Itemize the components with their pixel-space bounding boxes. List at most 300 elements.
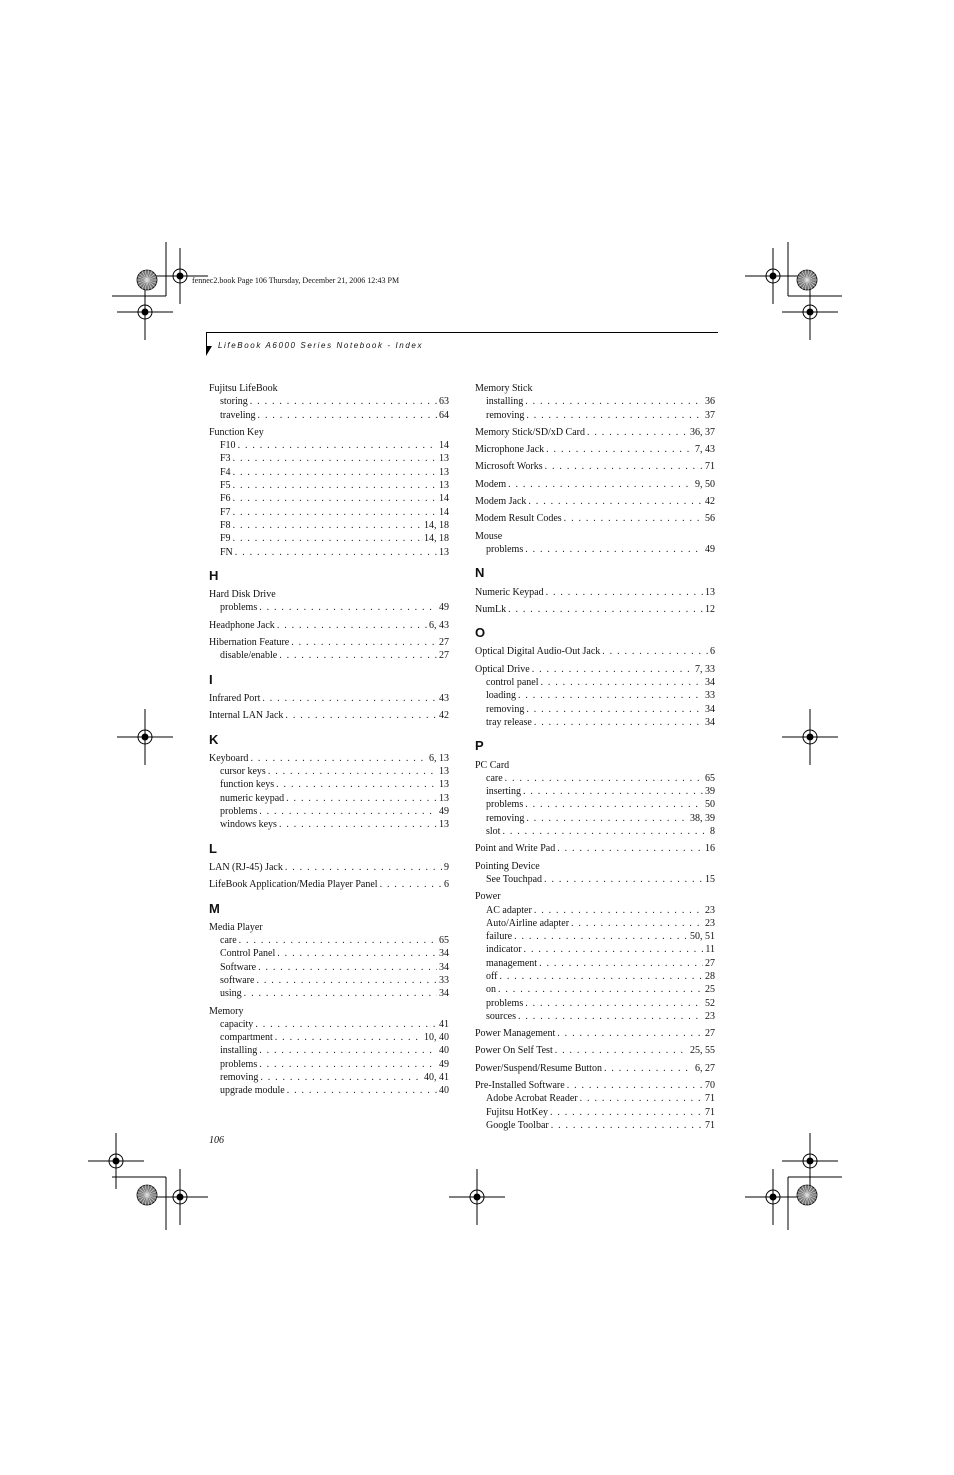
- index-entry: [475, 842, 715, 855]
- entry-label: Microsoft Works: [475, 461, 543, 473]
- index-group: [209, 588, 449, 615]
- index-column-left: [209, 382, 449, 1102]
- entry-label: Modem Jack: [475, 496, 527, 508]
- entry-label: off: [486, 970, 498, 982]
- index-subentry: [209, 452, 449, 465]
- dot-leader: [505, 772, 703, 785]
- entry-page-ref: 71: [705, 1106, 715, 1118]
- index-subentry: [475, 1010, 715, 1023]
- dot-leader: [239, 934, 437, 947]
- entry-page-ref: 12: [705, 603, 715, 615]
- entry-label: Modem: [475, 478, 507, 490]
- index-section-letter: L: [209, 840, 217, 856]
- index-subentry: [209, 492, 449, 505]
- dot-leader: [285, 861, 442, 874]
- entry-page-ref: 65: [439, 935, 449, 947]
- index-entry: [209, 619, 449, 632]
- dot-leader: [260, 1071, 422, 1084]
- entry-label: removing: [486, 409, 525, 421]
- index-subentry: [475, 798, 715, 811]
- entry-page-ref: 38, 39: [690, 812, 715, 824]
- entry-page-ref: 6, 43: [429, 619, 449, 631]
- index-subentry: [209, 532, 449, 545]
- index-section-letter: M: [209, 900, 220, 916]
- entry-page-ref: 34: [439, 988, 449, 1000]
- entry-label: Mouse: [475, 530, 503, 542]
- index-group: [475, 603, 715, 616]
- index-subentry: [475, 1106, 715, 1119]
- entry-label: problems: [486, 799, 524, 811]
- index-subentry: [475, 785, 715, 798]
- index-subentry: [209, 466, 449, 479]
- entry-page-ref: 13: [705, 586, 715, 598]
- entry-page-ref: 40: [439, 1085, 449, 1097]
- index-subentry: [209, 947, 449, 960]
- entry-label: Memory: [209, 1005, 244, 1017]
- entry-label: LAN (RJ-45) Jack: [209, 861, 283, 873]
- index-group: [209, 692, 449, 705]
- index-entry: [209, 382, 449, 395]
- entry-label: installing: [220, 1045, 258, 1057]
- index-group: [475, 1079, 715, 1132]
- entry-label: F3: [220, 453, 231, 465]
- entry-page-ref: 7, 33: [695, 663, 715, 675]
- index-entry: [475, 890, 715, 903]
- entry-page-ref: 23: [705, 904, 715, 916]
- index-subentry: [475, 1092, 715, 1105]
- index-subentry: [475, 395, 715, 408]
- entry-page-ref: 14, 18: [424, 519, 449, 531]
- entry-label: sources: [486, 1010, 516, 1022]
- entry-page-ref: 49: [705, 543, 715, 555]
- registration-mark-icon: [117, 284, 173, 340]
- entry-label: care: [220, 935, 237, 947]
- entry-page-ref: 71: [705, 461, 715, 473]
- dot-leader: [546, 443, 693, 456]
- entry-page-ref: 34: [705, 703, 715, 715]
- entry-label: F9: [220, 533, 231, 545]
- entry-label: compartment: [220, 1032, 273, 1044]
- entry-label: F4: [220, 466, 231, 478]
- entry-page-ref: 36: [705, 396, 715, 408]
- dot-leader: [255, 1018, 437, 1031]
- index-subentry: [475, 970, 715, 983]
- dot-leader: [508, 478, 693, 491]
- entry-label: See Touchpad: [486, 873, 543, 885]
- index-entry: [475, 426, 715, 439]
- entry-page-ref: 65: [705, 772, 715, 784]
- dot-leader: [557, 842, 703, 855]
- index-entry: [475, 1079, 715, 1092]
- index-entry: [209, 878, 449, 891]
- dot-leader: [250, 752, 427, 765]
- index-subentry: [209, 395, 449, 408]
- index-group: [475, 890, 715, 1023]
- entry-label: Microphone Jack: [475, 444, 545, 456]
- entry-label: inserting: [486, 786, 521, 798]
- index-group: [475, 512, 715, 525]
- entry-label: removing: [486, 812, 525, 824]
- entry-page-ref: 28: [705, 970, 715, 982]
- entry-label: Optical Drive: [475, 663, 530, 675]
- index-group: [475, 426, 715, 439]
- entry-label: Numeric Keypad: [475, 586, 544, 598]
- dot-leader: [532, 663, 693, 676]
- index-group: [209, 426, 449, 559]
- entry-label: Headphone Jack: [209, 619, 275, 631]
- index-subentry: [209, 479, 449, 492]
- entry-label: problems: [220, 806, 258, 818]
- entry-page-ref: 14, 18: [424, 533, 449, 545]
- index-group: [209, 1005, 449, 1098]
- entry-page-ref: 14: [439, 506, 449, 518]
- index-group: [209, 382, 449, 422]
- entry-label: windows keys: [220, 819, 277, 831]
- index-subentry: [475, 543, 715, 556]
- dot-leader: [528, 495, 703, 508]
- index-section-letter: K: [209, 731, 219, 747]
- index-entry: [475, 586, 715, 599]
- entry-label: management: [486, 957, 538, 969]
- entry-page-ref: 13: [439, 453, 449, 465]
- dot-leader: [564, 512, 703, 525]
- entry-page-ref: 49: [439, 806, 449, 818]
- index-group: [209, 861, 449, 874]
- entry-label: Pre-Installed Software: [475, 1080, 565, 1092]
- dot-leader: [233, 519, 422, 532]
- entry-page-ref: 52: [705, 997, 715, 1009]
- dot-leader: [514, 930, 688, 943]
- entry-label: F5: [220, 480, 231, 492]
- entry-page-ref: 42: [439, 710, 449, 722]
- index-subentry: [209, 1071, 449, 1084]
- index-subentry: [209, 519, 449, 532]
- entry-page-ref: 14: [439, 440, 449, 452]
- index-group: [475, 460, 715, 473]
- entry-page-ref: 70: [705, 1080, 715, 1092]
- index-subentry: [475, 917, 715, 930]
- dot-leader: [233, 532, 422, 545]
- index-entry: [475, 645, 715, 658]
- dot-leader: [286, 792, 437, 805]
- entry-label: Hard Disk Drive: [209, 589, 276, 601]
- index-subentry: [475, 943, 715, 956]
- dot-leader: [534, 904, 703, 917]
- entry-label: Keyboard: [209, 752, 249, 764]
- index-subentry: [209, 792, 449, 805]
- index-group: [475, 495, 715, 508]
- dot-leader: [259, 1058, 437, 1071]
- entry-label: problems: [220, 1058, 258, 1070]
- dot-leader: [258, 409, 437, 422]
- entry-label: failure: [486, 931, 513, 943]
- dot-leader: [233, 479, 437, 492]
- entry-label: removing: [220, 1072, 259, 1084]
- entry-label: installing: [486, 396, 524, 408]
- index-subentry: [209, 818, 449, 831]
- index-group: [475, 860, 715, 887]
- dot-leader: [545, 460, 703, 473]
- entry-page-ref: 42: [705, 496, 715, 508]
- index-subentry: [209, 601, 449, 614]
- index-entry: [475, 759, 715, 772]
- dot-leader: [498, 983, 703, 996]
- index-subentry: [475, 904, 715, 917]
- entry-label: Software: [220, 961, 257, 973]
- entry-page-ref: 14: [439, 493, 449, 505]
- entry-label: Power/Suspend/Resume Button: [475, 1062, 602, 1074]
- entry-label: Adobe Acrobat Reader: [486, 1093, 578, 1105]
- index-subentry: [475, 716, 715, 729]
- color-rosette-icon: [137, 1185, 157, 1205]
- entry-label: Optical Digital Audio-Out Jack: [475, 646, 601, 658]
- dot-leader: [526, 812, 688, 825]
- header-triangle-icon: [206, 346, 212, 356]
- entry-label: removing: [486, 703, 525, 715]
- entry-page-ref: 71: [705, 1093, 715, 1105]
- entry-page-ref: 34: [439, 961, 449, 973]
- dot-leader: [525, 395, 703, 408]
- entry-label: F7: [220, 506, 231, 518]
- index-subentry: [209, 1031, 449, 1044]
- index-entry: [209, 692, 449, 705]
- index-subentry: [209, 987, 449, 1000]
- index-subentry: [475, 825, 715, 838]
- entry-label: PC Card: [475, 759, 510, 771]
- dot-leader: [499, 970, 703, 983]
- index-subentry: [209, 934, 449, 947]
- entry-page-ref: 71: [705, 1119, 715, 1131]
- index-entry: [475, 1062, 715, 1075]
- index-group: [475, 1044, 715, 1057]
- dot-leader: [580, 1092, 703, 1105]
- entry-page-ref: 25: [705, 984, 715, 996]
- entry-page-ref: 27: [439, 637, 449, 649]
- dot-leader: [525, 798, 703, 811]
- entry-page-ref: 11: [705, 944, 715, 956]
- dot-leader: [539, 957, 703, 970]
- entry-page-ref: 37: [705, 409, 715, 421]
- entry-label: storing: [220, 396, 248, 408]
- dot-leader: [277, 947, 437, 960]
- entry-label: AC adapter: [486, 904, 532, 916]
- index-entry: [475, 603, 715, 616]
- index-entry: [475, 495, 715, 508]
- entry-label: Power On Self Test: [475, 1045, 553, 1057]
- index-entry: [475, 478, 715, 491]
- entry-page-ref: 25, 55: [690, 1045, 715, 1057]
- index-subentry: [209, 546, 449, 559]
- dot-leader: [250, 395, 437, 408]
- registration-mark-icon: [782, 1133, 838, 1189]
- dot-leader: [587, 426, 688, 439]
- dot-leader: [276, 778, 437, 791]
- entry-label: Auto/Airline adapter: [486, 917, 570, 929]
- index-entry: [209, 752, 449, 765]
- entry-page-ref: 6: [710, 646, 715, 658]
- entry-label: upgrade module: [220, 1085, 285, 1097]
- dot-leader: [380, 878, 442, 891]
- entry-label: Media Player: [209, 921, 263, 933]
- entry-page-ref: 27: [705, 957, 715, 969]
- entry-label: numeric keypad: [220, 792, 285, 804]
- dot-leader: [275, 1031, 422, 1044]
- entry-page-ref: 13: [439, 792, 449, 804]
- index-group: [475, 663, 715, 729]
- entry-label: Internal LAN Jack: [209, 710, 284, 722]
- entry-page-ref: 15: [705, 873, 715, 885]
- entry-page-ref: 34: [439, 948, 449, 960]
- entry-page-ref: 33: [705, 690, 715, 702]
- index-subentry: [475, 703, 715, 716]
- dot-leader: [518, 1010, 703, 1023]
- dot-leader: [604, 1062, 693, 1075]
- index-subentry: [475, 930, 715, 943]
- index-group: [475, 842, 715, 855]
- index-column-right: [475, 382, 715, 1136]
- index-entry: [475, 663, 715, 676]
- dot-leader: [287, 1084, 437, 1097]
- entry-label: F8: [220, 519, 231, 531]
- index-group: [209, 636, 449, 663]
- color-rosette-icon: [797, 1185, 817, 1205]
- index-entry: [475, 512, 715, 525]
- dot-leader: [235, 546, 437, 559]
- entry-page-ref: 13: [439, 819, 449, 831]
- entry-page-ref: 34: [705, 677, 715, 689]
- entry-page-ref: 13: [439, 546, 449, 558]
- index-subentry: [475, 873, 715, 886]
- entry-page-ref: 40: [439, 1045, 449, 1057]
- index-subentry: [209, 649, 449, 662]
- index-subentry: [209, 1018, 449, 1031]
- entry-label: Memory Stick: [475, 383, 533, 394]
- index-group: [475, 1027, 715, 1040]
- index-group: [209, 752, 449, 832]
- index-subentry: [209, 409, 449, 422]
- dot-leader: [268, 765, 437, 778]
- page-number: 106: [209, 1135, 224, 1146]
- dot-leader: [285, 709, 437, 722]
- entry-page-ref: 43: [439, 692, 449, 704]
- dot-leader: [259, 1044, 437, 1057]
- entry-label: traveling: [220, 409, 256, 421]
- dot-leader: [557, 1027, 703, 1040]
- entry-page-ref: 50: [705, 799, 715, 811]
- dot-leader: [233, 506, 437, 519]
- dot-leader: [534, 716, 703, 729]
- entry-label: Modem Result Codes: [475, 513, 562, 525]
- index-subentry: [475, 957, 715, 970]
- index-subentry: [475, 409, 715, 422]
- index-subentry: [209, 765, 449, 778]
- index-section-letter: P: [475, 738, 484, 754]
- index-entry: [475, 860, 715, 873]
- dot-leader: [571, 917, 703, 930]
- entry-page-ref: 40, 41: [424, 1072, 449, 1084]
- dot-leader: [540, 676, 703, 689]
- index-section-letter: H: [209, 567, 219, 583]
- entry-label: problems: [486, 997, 524, 1009]
- entry-label: slot: [486, 826, 501, 838]
- index-entry: [209, 861, 449, 874]
- entry-label: Google Toolbar: [486, 1119, 549, 1131]
- dot-leader: [262, 692, 437, 705]
- index-group: [209, 921, 449, 1001]
- index-subentry: [209, 974, 449, 987]
- index-subentry: [209, 1044, 449, 1057]
- entry-label: software: [220, 974, 255, 986]
- index-subentry: [475, 772, 715, 785]
- entry-page-ref: 33: [439, 974, 449, 986]
- index-section-letter: N: [475, 565, 485, 581]
- entry-label: disable/enable: [220, 650, 278, 662]
- entry-page-ref: 6, 27: [695, 1062, 715, 1074]
- index-subentry: [209, 1058, 449, 1071]
- index-entry: [475, 1027, 715, 1040]
- index-subentry: [209, 805, 449, 818]
- entry-page-ref: 50, 51: [690, 931, 715, 943]
- index-entry: [475, 530, 715, 543]
- index-group: [475, 382, 715, 422]
- index-subentry: [209, 778, 449, 791]
- entry-label: Power: [475, 891, 501, 903]
- dot-leader: [256, 974, 437, 987]
- index-group: [209, 878, 449, 891]
- index-group: [475, 759, 715, 839]
- color-rosette-icon: [137, 270, 157, 290]
- entry-page-ref: 9, 50: [695, 478, 715, 490]
- entry-label: NumLk: [475, 603, 507, 615]
- index-subentry: [475, 812, 715, 825]
- entry-label: control panel: [486, 677, 539, 689]
- index-group: [209, 709, 449, 722]
- entry-label: LifeBook Application/Media Player Panel: [209, 879, 378, 891]
- entry-label: Power Management: [475, 1028, 556, 1040]
- entry-page-ref: 36, 37: [690, 426, 715, 438]
- index-subentry: [475, 689, 715, 702]
- entry-label: Control Panel: [220, 948, 276, 960]
- entry-label: problems: [220, 602, 258, 614]
- index-entry: [209, 588, 449, 601]
- registration-mark-icon: [449, 1169, 505, 1225]
- index-subentry: [475, 997, 715, 1010]
- dot-leader: [279, 818, 437, 831]
- dot-leader: [526, 703, 703, 716]
- entry-label: function keys: [220, 779, 275, 791]
- entry-page-ref: 13: [439, 766, 449, 778]
- entry-label: cursor keys: [220, 766, 266, 778]
- dot-leader: [233, 466, 437, 479]
- entry-page-ref: 6, 13: [429, 752, 449, 764]
- dot-leader: [525, 997, 703, 1010]
- dot-leader: [525, 543, 703, 556]
- entry-label: using: [220, 988, 242, 1000]
- dot-leader: [233, 492, 437, 505]
- index-subentry: [475, 1119, 715, 1132]
- entry-page-ref: 49: [439, 602, 449, 614]
- entry-label: Point and Write Pad: [475, 843, 556, 855]
- dot-leader: [508, 603, 703, 616]
- index-group: [475, 645, 715, 658]
- entry-label: tray release: [486, 716, 532, 728]
- index-entry: [209, 921, 449, 934]
- entry-page-ref: 6: [444, 879, 449, 891]
- entry-label: Hibernation Feature: [209, 637, 290, 649]
- entry-page-ref: 23: [705, 1010, 715, 1022]
- dot-leader: [526, 409, 703, 422]
- index-subentry: [475, 983, 715, 996]
